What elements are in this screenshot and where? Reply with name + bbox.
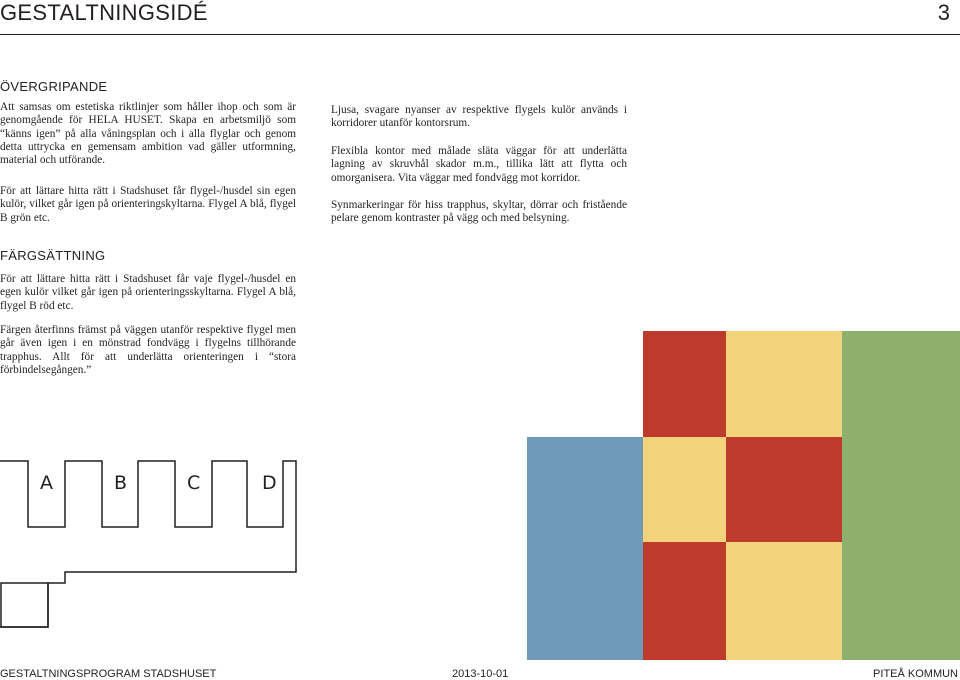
right-column-paragraph-1: Ljusa, svagare nyanser av respektive flygels kulör används i korridorer utanför kontorsrum. bbox=[331, 104, 627, 130]
swatch-green-2 bbox=[842, 437, 960, 555]
footer-right: PITEÅ KOMMUN bbox=[873, 668, 958, 680]
footer-date: 2013-10-01 bbox=[452, 668, 509, 680]
fargsattning-paragraph-2: Färgen återfinns främst på väggen utanför respektive flygel men går även igen i en mönstrad fondvägg i flygelns tillhörande trapphus. Allt för att underlätta orienteringen i “stora förbindelsegången.” bbox=[0, 324, 296, 376]
building-layout-diagram bbox=[0, 455, 300, 630]
fargsattning-paragraph-1: För att lättare hitta rätt i Stadshuset får vaje flygel-/husdel en egen kulör vilket går igen på orienteringsskyltarna. Flygel A blå, flygel B röd etc. bbox=[0, 273, 296, 312]
page-number: 3 bbox=[937, 0, 950, 25]
header-rule bbox=[0, 34, 960, 35]
swatch-green-3 bbox=[842, 542, 960, 660]
diagram-label-d: D bbox=[262, 472, 277, 494]
swatch-blue-1 bbox=[527, 437, 645, 555]
section-heading-overgripande: ÖVERGRIPANDE bbox=[0, 79, 108, 94]
footer-left: GESTALTNINGSPROGRAM STADSHUSET bbox=[0, 668, 217, 680]
swatch-red-2 bbox=[726, 437, 844, 555]
swatch-green-1 bbox=[842, 331, 960, 449]
page-title: GESTALTNINGSIDÉ bbox=[0, 0, 208, 25]
swatch-yellow-3 bbox=[726, 542, 844, 660]
swatch-yellow-1 bbox=[726, 331, 844, 449]
overgripande-paragraph-2: För att lättare hitta rätt i Stadshuset får flygel-/husdel sin egen kulör, vilket går igen på orienteringskyltarna. Flygel A blå, flygel B grön etc. bbox=[0, 185, 296, 224]
right-column-paragraph-2: Flexibla kontor med målade släta väggar för att underlätta lagning av skruvhål skador m.m., tillika lätt att flytta och omorganisera. Vita väggar med fondvägg mot korridor. bbox=[331, 145, 627, 184]
diagram-label-b: B bbox=[114, 472, 128, 494]
swatch-blue-2 bbox=[527, 542, 645, 660]
overgripande-paragraph-1: Att samsas om estetiska riktlinjer som håller ihop och som är genomgående för HELA HUSET. Skapa en arbetsmiljö som “känns igen” på alla våningsplan och i alla flyglar och genom detta uttrycka en gemensam ambition vad gäller utformning, material och utförande. bbox=[0, 101, 296, 167]
right-column-paragraph-3: Synmarkeringar för hiss trapphus, skyltar, dörrar och fristående pelare genom kontraster på vägg och med belsyning. bbox=[331, 199, 627, 225]
section-heading-fargsattning: FÄRGSÄTTNING bbox=[0, 248, 106, 263]
diagram-label-c: C bbox=[187, 472, 201, 494]
diagram-label-a: A bbox=[40, 472, 53, 494]
